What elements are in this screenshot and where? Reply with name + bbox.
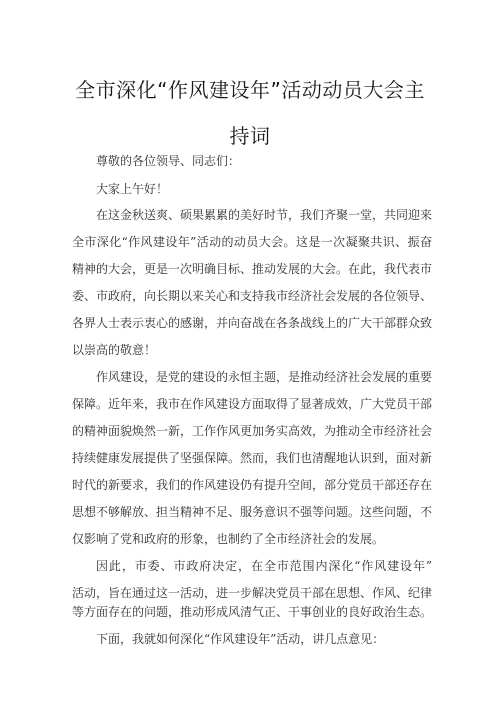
paragraph-4-line: 下面，我就如何深化“作风建设年”活动，讲几点意见： — [96, 632, 385, 646]
paragraph-2-line: 思想不够解放、担当精神不足、服务意识不强等问题。这些问题，不 — [72, 505, 432, 519]
paragraph-1-line: 以崇高的敬意！ — [72, 343, 157, 357]
paragraph-2-line: 时代的新要求，我们的作风建设仍有提升空间，部分党员干部还存在 — [72, 478, 432, 492]
paragraph-3-line: 活动，旨在通过这一活动，进一步解决党员干部在思想、作风、纪律 — [72, 586, 432, 600]
paragraph-1-line: 在这金秋送爽、硕果累累的美好时节，我们齐聚一堂，共同迎来 — [96, 208, 432, 222]
paragraph-1-line: 精神的大会，更是一次明确目标、推动发展的大会。在此，我代表市 — [72, 262, 432, 276]
paragraph-1-line: 委、市政府，向长期以来关心和支持我市经济社会发展的各位领导、 — [72, 289, 432, 303]
document-title-line-1: 全市深化“作风建设年”活动动员大会主 — [75, 78, 425, 102]
paragraph-2-line: 作风建设，是党的建设的永恒主题，是推动经济社会发展的重要 — [96, 370, 432, 384]
greeting-line: 尊敬的各位领导、同志们： — [96, 154, 241, 168]
paragraph-1-line: 各界人士表示衷心的感谢，并向奋战在各条战线上的广大干部群众致 — [72, 316, 432, 330]
paragraph-2-line: 仅影响了党和政府的形象，也制约了全市经济社会的发展。 — [72, 532, 385, 546]
paragraph-2-line: 持续健康发展提供了坚强保障。然而，我们也清醒地认识到，面对新 — [72, 451, 432, 465]
paragraph-2-line: 的精神面貌焕然一新，工作作风更加务实高效，为推动全市经济社会 — [72, 424, 432, 438]
paragraph-3-line: 等方面存在的问题，推动形成风清气正、干事创业的良好政治生态。 — [72, 605, 432, 619]
paragraph-1-line: 全市深化“作风建设年”活动的动员大会。这是一次凝聚共识、振奋 — [72, 235, 432, 249]
paragraph-2-line: 保障。近年来，我市在作风建设方面取得了显著成效，广大党员干部 — [72, 397, 432, 411]
document-title-line-2: 持词 — [229, 124, 271, 148]
paragraph-3-line: 因此，市委、市政府决定，在全市范围内深化“作风建设年” — [96, 559, 432, 573]
salute-line: 大家上午好！ — [96, 182, 169, 196]
